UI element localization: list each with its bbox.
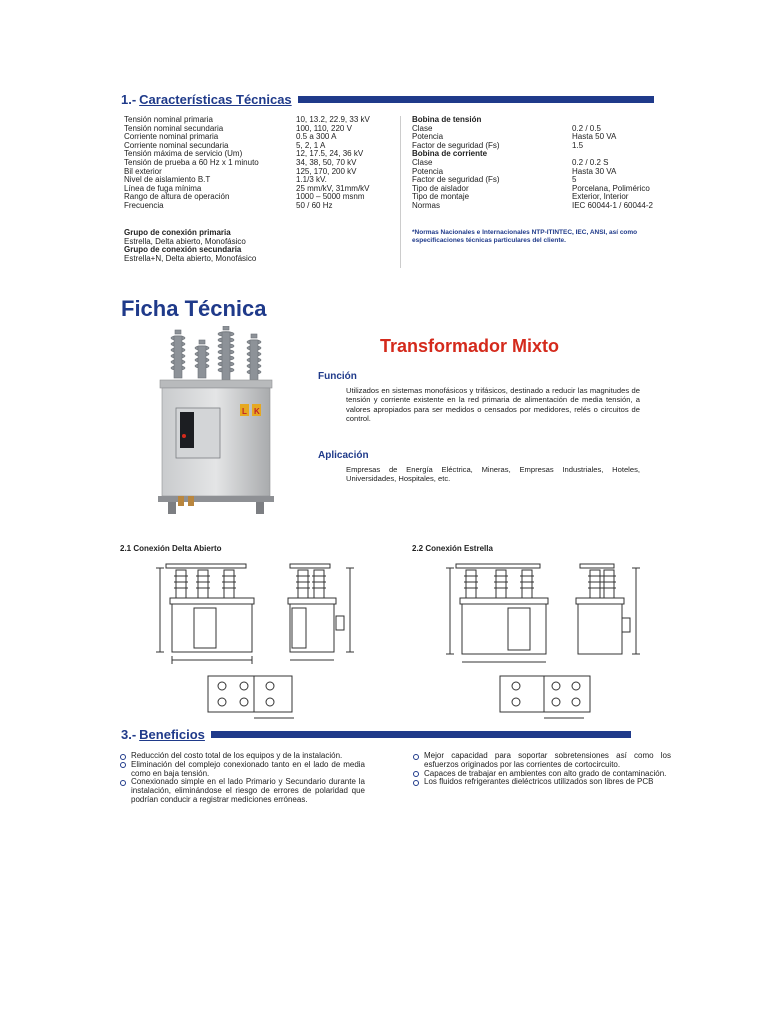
spec-right-row (412, 202, 653, 211)
section-3-rule (211, 731, 631, 738)
benefit-item: Capaces de trabajar en ambientes con alto grado de contaminación. (413, 770, 671, 779)
spec-left-value: 50 / 60 Hz (296, 200, 333, 210)
benefit-item: Reducción del costo total de los equipos y de la instalación. (120, 752, 365, 761)
benefits-left-list (120, 752, 365, 805)
conn-secondary-title: Grupo de conexión secundaria (124, 245, 242, 255)
spec-right-row (412, 116, 653, 125)
spec-left-row (124, 202, 370, 211)
benefit-item: Eliminación del complejo conexionado tanto en el lado de media como en baja tensión. (120, 761, 365, 779)
spec-left-label: Línea de fuga mínima (124, 183, 202, 193)
benefit-item: Mejor capacidad para soportar sobretensiones así como los esfuerzos originados por las corrientes de cortocircuito. (413, 752, 671, 770)
spec-right-value: 5 (572, 175, 577, 185)
spec-left-value: 34, 38, 50, 70 kV (296, 157, 357, 167)
connection-groups (124, 229, 256, 263)
spec-right-row (412, 159, 653, 168)
spec-right-label: Clase (412, 123, 433, 133)
section-3-header (121, 727, 631, 742)
benefits-right-list (413, 752, 671, 787)
spec-right-value: IEC 60044-1 / 60044-2 (572, 200, 653, 210)
spec-left-label: Tensión de prueba a 60 Hz x 1 minuto (124, 157, 259, 167)
benefit-item: Los fluidos refrigerantes dieléctricos utilizados son libres de PCB (413, 778, 671, 787)
spec-left-label: Corriente nominal secundaria (124, 140, 229, 150)
spec-right-label: Potencia (412, 132, 444, 142)
spec-right-label: Clase (412, 157, 433, 167)
spec-left-value: 25 mm/kV, 31mm/kV (296, 183, 370, 193)
conn-primary-value: Estrella, Delta abierto, Monofásico (124, 236, 246, 246)
section-1-rule (298, 96, 654, 103)
section-1-number: 1.- (121, 92, 137, 107)
spec-left-value: 1.1/3 kV. (296, 175, 327, 185)
spec-left-value: 0.5 a 300 A (296, 132, 337, 142)
section-3-number: 3.- (121, 727, 137, 742)
benefit-item: Conexionado simple en el lado Primario y Secundario durante la instalación, eliminándose el riesgo de errores de polaridad que podrían conducir a registrar mediciones erróneas. (120, 778, 365, 804)
spec-left-value: 12, 17.5, 24, 36 kV (296, 149, 364, 159)
transformer-photo (148, 326, 298, 518)
spec-right-label: Bobina de corriente (412, 149, 488, 159)
spec-right-value: Hasta 30 VA (572, 166, 617, 176)
spec-right-row (412, 150, 653, 159)
standards-note: *Normas Nacionales e Internacionales NTP-ITINTEC, IEC, ANSI, así como especificaciones técnicas particulares del cliente. (412, 229, 638, 244)
spec-left-label: Nivel de aislamiento B.T (124, 175, 211, 185)
delta-diagram-title: 2.1 Conexión Delta Abierto (120, 544, 222, 553)
spec-left-label: Corriente nominal primaria (124, 132, 219, 142)
estrella-diagram (440, 556, 660, 726)
spec-left-label: Tensión nominal secundaria (124, 123, 224, 133)
spec-right-label: Bobina de tensión (412, 115, 482, 124)
section-1-title: Características Técnicas (139, 92, 292, 107)
svg-text:K: K (254, 407, 260, 416)
svg-text:L: L (242, 407, 247, 416)
funcion-text: Utilizados en sistemas monofásicos y trifásicos, destinado a reducir las magnitudes de tensión y corriente existente en la red primaria de alimentación de media tensión, a valores apropiados para ser medidos o censados por medidores, relés o circuitos de control. (346, 386, 640, 424)
spec-left-label: Tensión nominal primaria (124, 115, 213, 124)
spec-right-label: Factor de seguridad (Fs) (412, 140, 500, 150)
aplicacion-text: Empresas de Energía Eléctrica, Mineras, Empresas Industriales, Hoteles, Universidades, Hospitales, etc. (346, 465, 640, 484)
spec-left-value: 10, 13.2, 22.9, 33 kV (296, 115, 370, 124)
ficha-title: Ficha Técnica (121, 296, 267, 321)
spec-right-value: Porcelana, Polimérico (572, 183, 650, 193)
conn-primary-title: Grupo de conexión primaria (124, 228, 231, 237)
spec-left-label: Rango de altura de operación (124, 192, 230, 202)
spec-left-value: 125, 170, 200 kV (296, 166, 357, 176)
product-title: Transformador Mixto (380, 336, 560, 356)
spec-right-label: Tipo de montaje (412, 192, 470, 202)
specs-left-table (124, 116, 370, 211)
spec-left-label: Tensión máxima de servicio (Um) (124, 149, 243, 159)
section-1-header (121, 92, 654, 107)
spec-right-value: 0.2 / 0.2 S (572, 157, 609, 167)
conn-secondary-value: Estrella+N, Delta abierto, Monofásico (124, 253, 257, 263)
spec-left-value: 5, 2, 1 A (296, 140, 326, 150)
spec-right-row (412, 125, 653, 134)
specs-divider (400, 116, 401, 268)
spec-right-value: Hasta 50 VA (572, 132, 617, 142)
specs-right-table (412, 116, 653, 211)
funcion-title: Función (318, 371, 357, 382)
spec-left-value: 100, 110, 220 V (296, 123, 352, 133)
delta-diagram (150, 556, 400, 726)
section-3-title: Beneficios (139, 727, 205, 742)
spec-right-value: 0.2 / 0.5 (572, 123, 601, 133)
estrella-diagram-title: 2.2 Conexión Estrella (412, 544, 493, 553)
spec-right-value: 1.5 (572, 140, 584, 150)
spec-right-value: Exterior, Interior (572, 192, 629, 202)
spec-left-label: Frecuencia (124, 200, 164, 210)
spec-left-value: 1000 – 5000 msnm (296, 192, 365, 202)
spec-right-label: Normas (412, 200, 441, 210)
aplicacion-title: Aplicación (318, 450, 369, 461)
spec-left-label: Bil exterior (124, 166, 162, 176)
spec-right-label: Potencia (412, 166, 444, 176)
spec-right-label: Tipo de aislador (412, 183, 469, 193)
spec-right-label: Factor de seguridad (Fs) (412, 175, 500, 185)
